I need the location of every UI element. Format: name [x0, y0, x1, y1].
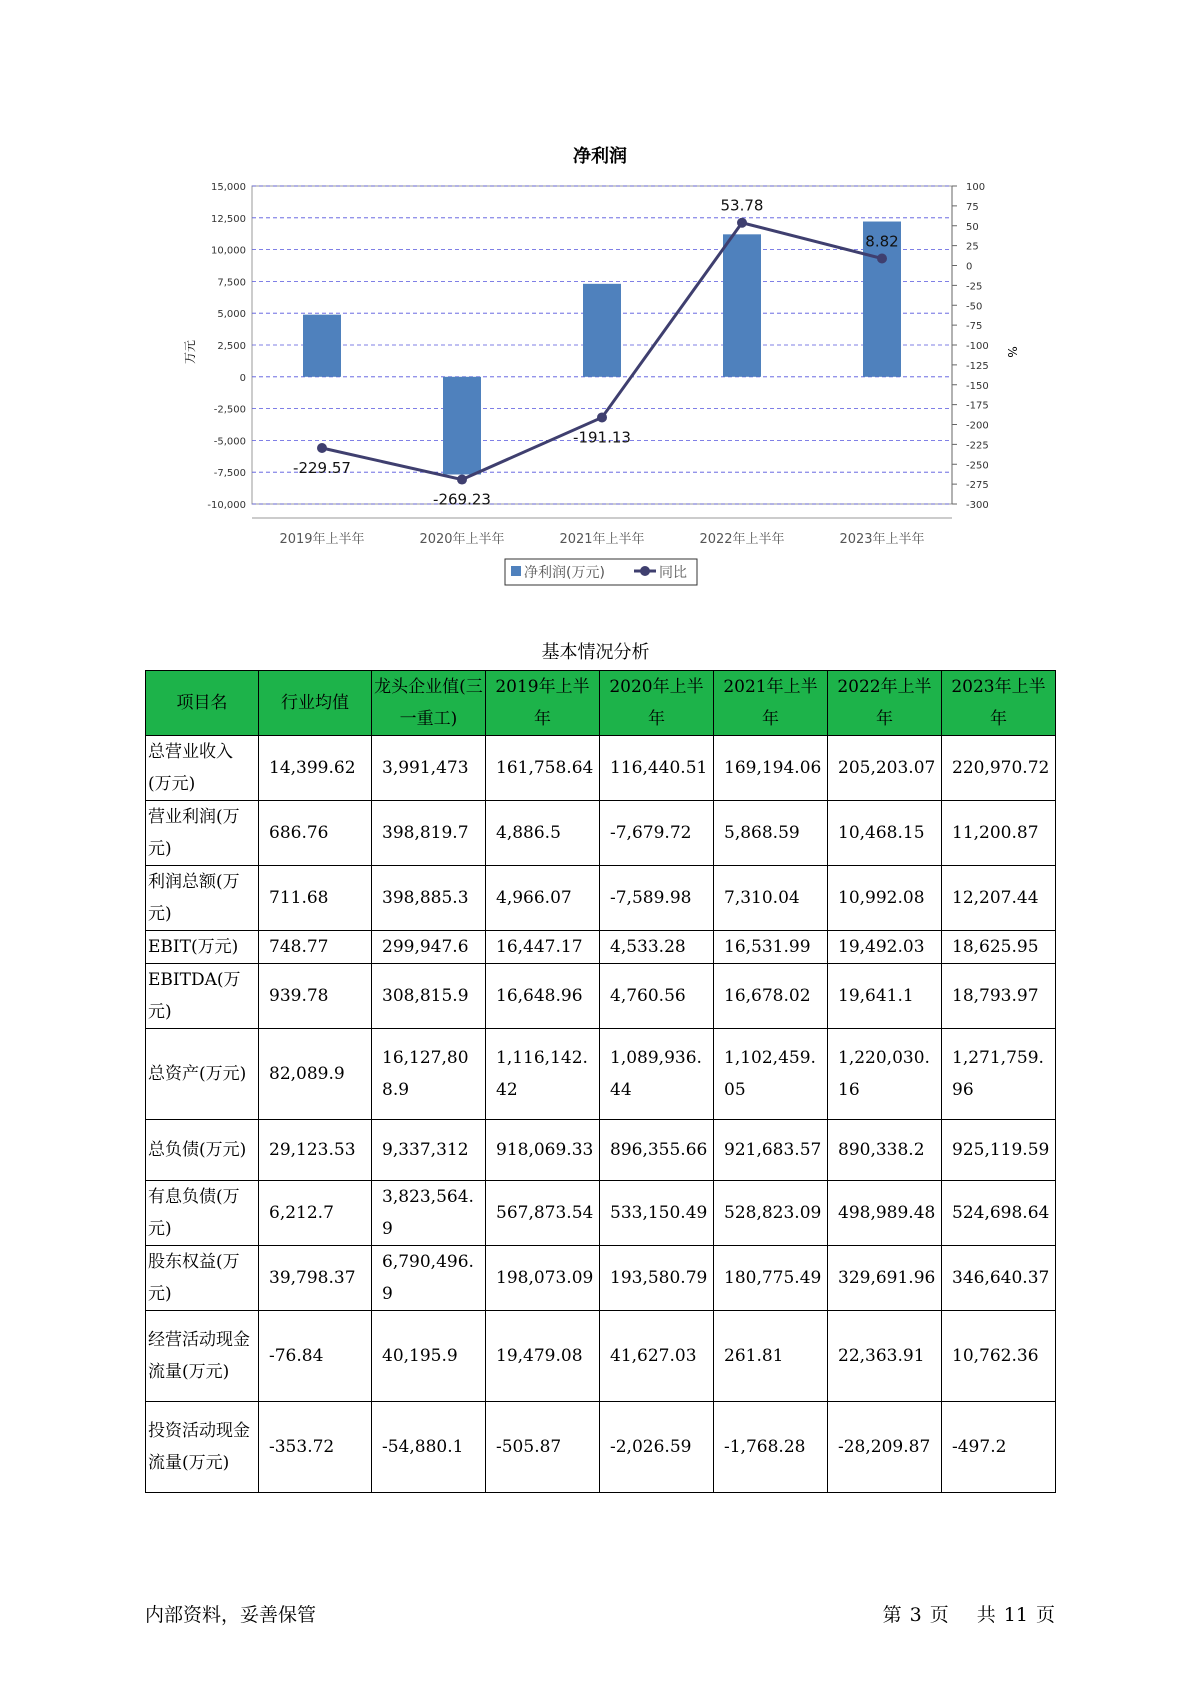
y2-tick-label: 100: [966, 182, 986, 193]
line-data-label: -269.23: [433, 490, 491, 509]
value-cell: 896,355.66: [600, 1120, 714, 1181]
value-cell: 161,758.64: [486, 736, 600, 801]
value-cell: 925,119.59: [942, 1120, 1056, 1181]
row-label-cell: 经营活动现金流量(万元): [146, 1311, 259, 1402]
y2-tick-label: 75: [966, 201, 979, 213]
value-cell: 16,127,808.9: [372, 1029, 486, 1120]
row-label-cell: 总负债(万元): [146, 1120, 259, 1181]
value-cell: -76.84: [259, 1311, 372, 1402]
line-point: [597, 412, 607, 422]
row-label-cell: 营业利润(万元): [146, 801, 259, 866]
table-title: 基本情况分析: [541, 642, 650, 663]
value-cell: 329,691.96: [828, 1246, 942, 1311]
value-cell: 19,492.03: [828, 931, 942, 964]
value-cell: 10,468.15: [828, 801, 942, 866]
value-cell: 19,479.08: [486, 1311, 600, 1402]
value-cell: 748.77: [259, 931, 372, 964]
value-cell: 29,123.53: [259, 1120, 372, 1181]
header-cell: 2022年上半年: [828, 671, 942, 736]
table-row: [146, 964, 1056, 1029]
bar: [443, 377, 481, 475]
y-axis-label: 万元: [183, 339, 197, 365]
value-cell: 299,947.6: [372, 931, 486, 964]
y2-tick-label: -150: [966, 380, 989, 392]
y2-tick-label: -100: [966, 341, 989, 352]
table-row: [146, 1311, 1056, 1402]
value-cell: 1,271,759.96: [942, 1029, 1056, 1120]
x-tick-label: 2020年上半年: [419, 532, 505, 547]
value-cell: 10,992.08: [828, 866, 942, 931]
value-cell: -7,589.98: [600, 866, 714, 931]
header-cell: 2020年上半年: [600, 671, 714, 736]
bar: [723, 234, 761, 376]
value-cell: 16,648.96: [486, 964, 600, 1029]
bar: [303, 315, 341, 377]
y-tick-label: 0: [239, 372, 246, 384]
table-row: [146, 931, 1056, 964]
value-cell: 14,399.62: [259, 736, 372, 801]
row-label-cell: EBITDA(万元): [146, 964, 259, 1029]
footer-confidential-note: 内部资料，妥善保管: [145, 1604, 317, 1626]
y-tick-label: -2,500: [213, 404, 246, 416]
y2-tick-label: 0: [966, 261, 973, 273]
value-cell: 711.68: [259, 866, 372, 931]
legend-bar-label: 净利润(万元): [524, 565, 605, 581]
y2-tick-label: -175: [966, 400, 989, 412]
value-cell: 524,698.64: [942, 1181, 1056, 1246]
y-tick-label: -5,000: [213, 436, 246, 448]
value-cell: 4,760.56: [600, 964, 714, 1029]
value-cell: 1,102,459.05: [714, 1029, 828, 1120]
value-cell: 528,823.09: [714, 1181, 828, 1246]
value-cell: 533,150.49: [600, 1181, 714, 1246]
x-tick-label: 2021年上半年: [559, 532, 645, 547]
chart-legend: [505, 559, 697, 585]
legend-line-marker: [640, 566, 650, 576]
value-cell: 918,069.33: [486, 1120, 600, 1181]
value-cell: 9,337,312: [372, 1120, 486, 1181]
x-tick-label: 2019年上半年: [279, 532, 365, 547]
line-data-label: 53.78: [720, 196, 764, 215]
legend-bar-swatch: [511, 566, 521, 576]
value-cell: 40,195.9: [372, 1311, 486, 1402]
value-cell: 12,207.44: [942, 866, 1056, 931]
y2-tick-label: -300: [966, 500, 989, 511]
line-point: [457, 475, 467, 485]
value-cell: 18,793.97: [942, 964, 1056, 1029]
legend-line-label: 同比: [659, 565, 687, 581]
value-cell: -505.87: [486, 1402, 600, 1493]
y-tick-label: 15,000: [211, 182, 246, 193]
value-cell: 1,116,142.42: [486, 1029, 600, 1120]
header-cell: 2019年上半年: [486, 671, 600, 736]
y2-tick-label: -225: [966, 440, 989, 452]
value-cell: 22,363.91: [828, 1311, 942, 1402]
page-label-2: 页: [929, 1604, 949, 1626]
value-cell: 261.81: [714, 1311, 828, 1402]
value-cell: -1,768.28: [714, 1402, 828, 1493]
value-cell: 169,194.06: [714, 736, 828, 801]
value-cell: 39,798.37: [259, 1246, 372, 1311]
y-tick-label: 7,500: [217, 277, 246, 289]
table-row: [146, 1029, 1056, 1120]
page-label-1: 第: [882, 1604, 902, 1626]
value-cell: 5,868.59: [714, 801, 828, 866]
value-cell: 18,625.95: [942, 931, 1056, 964]
value-cell: 567,873.54: [486, 1181, 600, 1246]
value-cell: 686.76: [259, 801, 372, 866]
value-cell: 3,991,473: [372, 736, 486, 801]
value-cell: 346,640.37: [942, 1246, 1056, 1311]
table-row: [146, 1120, 1056, 1181]
value-cell: 1,089,936.44: [600, 1029, 714, 1120]
value-cell: 193,580.79: [600, 1246, 714, 1311]
value-cell: 890,338.2: [828, 1120, 942, 1181]
value-cell: 921,683.57: [714, 1120, 828, 1181]
value-cell: 4,966.07: [486, 866, 600, 931]
y-tick-label: 5,000: [217, 309, 246, 321]
value-cell: 16,678.02: [714, 964, 828, 1029]
y2-tick-label: -250: [966, 460, 989, 472]
y-tick-label: -10,000: [207, 500, 246, 511]
y-tick-label: -7,500: [213, 468, 246, 480]
value-cell: -2,026.59: [600, 1402, 714, 1493]
row-label-cell: 总资产(万元): [146, 1029, 259, 1120]
table-header-row: [146, 671, 1056, 736]
table-row: [146, 1402, 1056, 1493]
y2-tick-label: -25: [966, 281, 983, 293]
value-cell: 3,823,564.9: [372, 1181, 486, 1246]
header-cell: 行业均值: [259, 671, 372, 736]
value-cell: 82,089.9: [259, 1029, 372, 1120]
x-tick-label: 2023年上半年: [839, 532, 925, 547]
value-cell: 205,203.07: [828, 736, 942, 801]
value-cell: 4,886.5: [486, 801, 600, 866]
table-row: [146, 801, 1056, 866]
row-label-cell: 投资活动现金流量(万元): [146, 1402, 259, 1493]
value-cell: 4,533.28: [600, 931, 714, 964]
line-point: [737, 218, 747, 228]
value-cell: 19,641.1: [828, 964, 942, 1029]
value-cell: 198,073.09: [486, 1246, 600, 1311]
value-cell: 41,627.03: [600, 1311, 714, 1402]
y2-tick-label: -50: [966, 301, 983, 313]
value-cell: -353.72: [259, 1402, 372, 1493]
y-tick-label: 2,500: [217, 341, 246, 352]
y2-tick-label: 50: [966, 221, 979, 233]
value-cell: 180,775.49: [714, 1246, 828, 1311]
value-cell: 10,762.36: [942, 1311, 1056, 1402]
page-number: 3: [909, 1604, 922, 1626]
y2-tick-label: -275: [966, 480, 989, 492]
value-cell: 939.78: [259, 964, 372, 1029]
value-cell: 6,212.7: [259, 1181, 372, 1246]
row-label-cell: 利润总额(万元): [146, 866, 259, 931]
row-label-cell: 总营业收入(万元): [146, 736, 259, 801]
line-point: [317, 443, 327, 453]
line-point: [877, 253, 887, 263]
value-cell: -7,679.72: [600, 801, 714, 866]
header-cell: 2021年上半年: [714, 671, 828, 736]
row-label-cell: 有息负债(万元): [146, 1181, 259, 1246]
value-cell: 398,885.3: [372, 866, 486, 931]
y2-axis-label: %: [1005, 346, 1019, 358]
table-row: [146, 1246, 1056, 1311]
line-data-label: -229.57: [293, 459, 351, 478]
total-pages: 11: [1003, 1604, 1028, 1626]
line-data-label: 8.82: [865, 232, 899, 251]
basic-analysis-table: [145, 670, 1056, 1493]
value-cell: -54,880.1: [372, 1402, 486, 1493]
value-cell: 16,531.99: [714, 931, 828, 964]
y2-tick-label: -75: [966, 321, 983, 333]
value-cell: -28,209.87: [828, 1402, 942, 1493]
table-row: [146, 1181, 1056, 1246]
y2-tick-label: -200: [966, 420, 989, 432]
value-cell: 498,989.48: [828, 1181, 942, 1246]
total-label-2: 页: [1035, 1604, 1055, 1626]
y2-tick-label: -125: [966, 360, 989, 372]
footer-page-info: [875, 1600, 1055, 1627]
x-tick-label: 2022年上半年: [699, 532, 785, 547]
y2-tick-label: 25: [966, 241, 979, 253]
header-cell: 2023年上半年: [942, 671, 1056, 736]
table-row: [146, 736, 1056, 801]
net-profit-chart: [0, 0, 1191, 620]
value-cell: 11,200.87: [942, 801, 1056, 866]
value-cell: 16,447.17: [486, 931, 600, 964]
bar: [583, 284, 621, 377]
header-cell: 龙头企业值(三一重工): [372, 671, 486, 736]
line-data-label: -191.13: [573, 428, 631, 447]
value-cell: 6,790,496.9: [372, 1246, 486, 1311]
chart-title: 净利润: [573, 146, 627, 167]
table-row: [146, 866, 1056, 931]
total-label-1: 共: [976, 1604, 996, 1626]
value-cell: -497.2: [942, 1402, 1056, 1493]
value-cell: 1,220,030.16: [828, 1029, 942, 1120]
value-cell: 398,819.7: [372, 801, 486, 866]
y-tick-label: 12,500: [211, 213, 246, 225]
value-cell: 220,970.72: [942, 736, 1056, 801]
row-label-cell: 股东权益(万元): [146, 1246, 259, 1311]
y-tick-label: 10,000: [211, 245, 246, 257]
header-cell: 项目名: [146, 671, 259, 736]
row-label-cell: EBIT(万元): [146, 931, 259, 964]
value-cell: 7,310.04: [714, 866, 828, 931]
value-cell: 116,440.51: [600, 736, 714, 801]
value-cell: 308,815.9: [372, 964, 486, 1029]
